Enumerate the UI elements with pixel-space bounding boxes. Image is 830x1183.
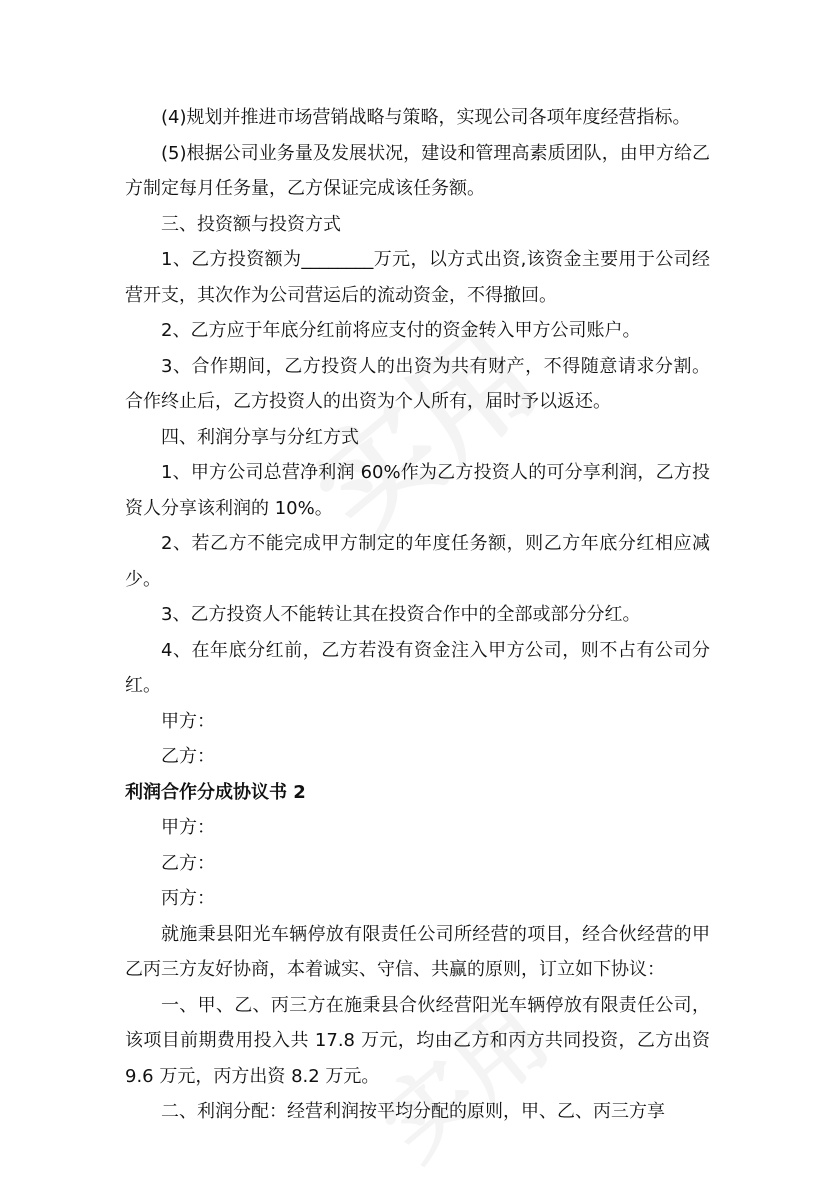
section-heading-profit: 四、利润分享与分红方式 <box>161 426 359 448</box>
party-a-line: 甲方： <box>161 817 215 838</box>
document-body <box>125 100 710 1130</box>
paragraph-profit-3: 3、乙方投资人不能转让其在投资合作中的全部或部分分红。 <box>161 604 641 625</box>
paragraph-5-team: (5)根据公司业务量及发展状况，建设和管理高素质团队，由甲方给乙方制定每月任务量，乙方保证完成该任务额。 <box>125 142 710 199</box>
party-b-line: 乙方： <box>161 852 215 874</box>
paragraph-profit-1: 1、甲方公司总营净利润 60%作为乙方投资人的可分享利润，乙方投资人分享该利润的 10%。 <box>125 462 710 519</box>
section-heading-investment: 三、投资额与投资方式 <box>161 213 341 235</box>
paragraph-profit-4: 4、在年底分红前，乙方若没有资金注入甲方公司，则不占有公司分红。 <box>125 639 710 696</box>
agreement-title-2: 利润合作分成协议书 2 <box>125 781 306 803</box>
paragraph-preamble: 就施秉县阳光车辆停放有限责任公司所经营的项目，经合伙经营的甲乙丙三方友好协商，本着诚实、守信、共赢的原则，订立如下协议： <box>125 923 710 980</box>
paragraph-investment-2: 2、乙方应于年底分红前将应支付的资金转入甲方公司账户。 <box>161 320 641 341</box>
paragraph-profit-2: 2、若乙方不能完成甲方制定的年度任务额，则乙方年底分红相应减少。 <box>125 533 710 590</box>
paragraph-clause-2: 二、利润分配：经营利润按平均分配的原则，甲、乙、丙三方享 <box>161 1101 665 1122</box>
paragraph-investment-1: 1、乙方投资额为________万元，以方式出资,该资金主要用于公司经营开支，其次作为公司营运后的流动资金，不得撤回。 <box>125 249 710 306</box>
paragraph-clause-1: 一、甲、乙、丙三方在施秉县合伙经营阳光车辆停放有限责任公司，该项目前期费用投入共 17.8 万元，均由乙方和丙方共同投资，乙方出资 9.6 万元，丙方出资 8.2 万元。 <box>125 994 710 1087</box>
signature-party-b: 乙方： <box>161 746 215 767</box>
party-c-line: 丙方： <box>161 888 215 909</box>
paragraph-4-marketing: (4)规划并推进市场营销战略与策略，实现公司各项年度经营指标。 <box>161 107 691 128</box>
paragraph-investment-3: 3、合作期间，乙方投资人的出资为共有财产，不得随意请求分割。合作终止后，乙方投资人的出资为个人所有，届时予以返还。 <box>125 355 710 412</box>
signature-party-a: 甲方： <box>161 710 215 732</box>
